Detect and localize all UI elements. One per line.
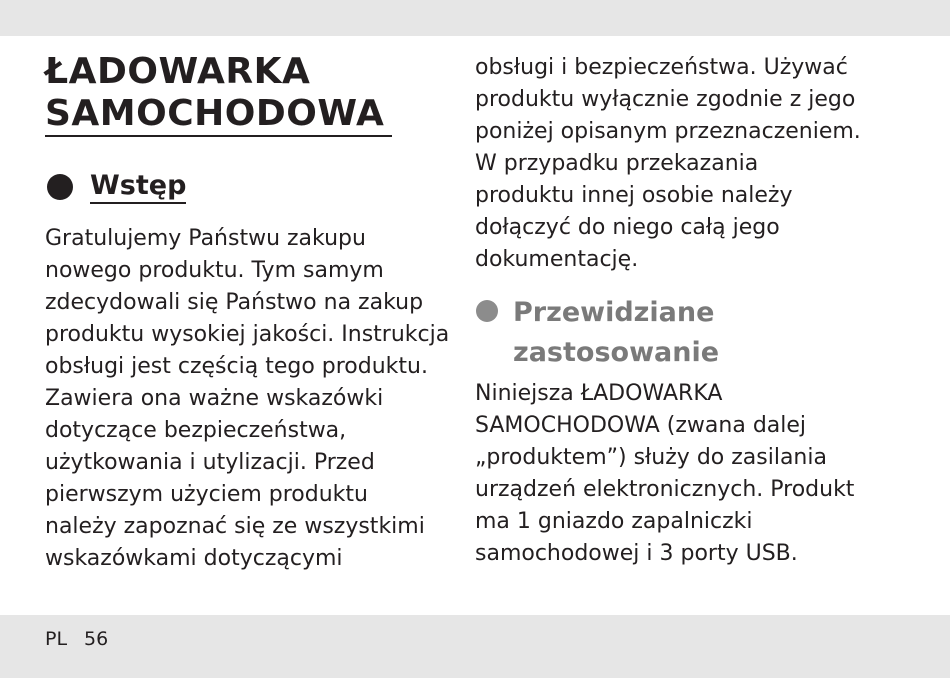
page-title (45, 51, 395, 135)
intended-use-paragraph (475, 378, 854, 570)
section-bullet-icon (47, 174, 73, 200)
footer-band (0, 615, 950, 678)
text-line: użytkowania i utylizacji. Przed (45, 450, 375, 475)
text-line: obsługi jest częścią tego produktu. (45, 354, 428, 379)
text-line: produktu wyłącznie zgodnie z jego (475, 87, 856, 112)
text-line: nowego produktu. Tym samym (45, 258, 384, 283)
text-line: Niniejsza ŁADOWARKA (475, 381, 723, 406)
text-line: dotyczące bezpieczeństwa, (45, 418, 347, 443)
text-line: obsługi i bezpieczeństwa. Używać (475, 55, 848, 80)
text-line: Zawiera ona ważne wskazówki (45, 386, 384, 411)
section-heading-intended-use: Przewidziane zastosowanie (513, 297, 720, 368)
text-line: urządzeń elektronicznych. Produkt (475, 477, 855, 502)
intro-paragraph-continued (475, 52, 861, 276)
text-line: należy zapoznać się ze wszystkimi (45, 514, 425, 539)
text-line: zdecydowali się Państwo na zakup (45, 290, 424, 315)
top-band (0, 0, 950, 36)
footer-language: PL (45, 628, 68, 650)
text-line: produktu innej osobie należy (475, 183, 793, 208)
text-line: wskazówkami dotyczącymi (45, 546, 343, 571)
text-line: poniżej opisanym przeznaczeniem. (475, 119, 861, 144)
title-line: SAMOCHODOWA (45, 93, 385, 134)
section-heading-intro: Wstęp (90, 166, 186, 206)
text-line: dołączyć do niego całą jego (475, 215, 780, 240)
text-line: SAMOCHODOWA (zwana dalej (475, 413, 807, 438)
text-line: Gratulujemy Państwu zakupu (45, 226, 366, 251)
text-line: dokumentację. (475, 247, 639, 272)
text-line: samochodowej i 3 porty USB. (475, 541, 798, 566)
text-line: pierwszym użyciem produktu (45, 482, 368, 507)
title-underline (45, 135, 392, 137)
text-line: „produktem”) służy do zasilania (475, 445, 827, 470)
text-line: produktu wysokiej jakości. Instrukcja (45, 322, 450, 347)
text-line: ma 1 gniazdo zapalniczki (475, 509, 753, 534)
page-number: 56 (84, 628, 109, 650)
section-bullet-icon (476, 300, 498, 322)
title-line: ŁADOWARKA (45, 51, 311, 92)
intro-paragraph (45, 223, 449, 575)
text-line: W przypadku przekazania (475, 151, 759, 176)
